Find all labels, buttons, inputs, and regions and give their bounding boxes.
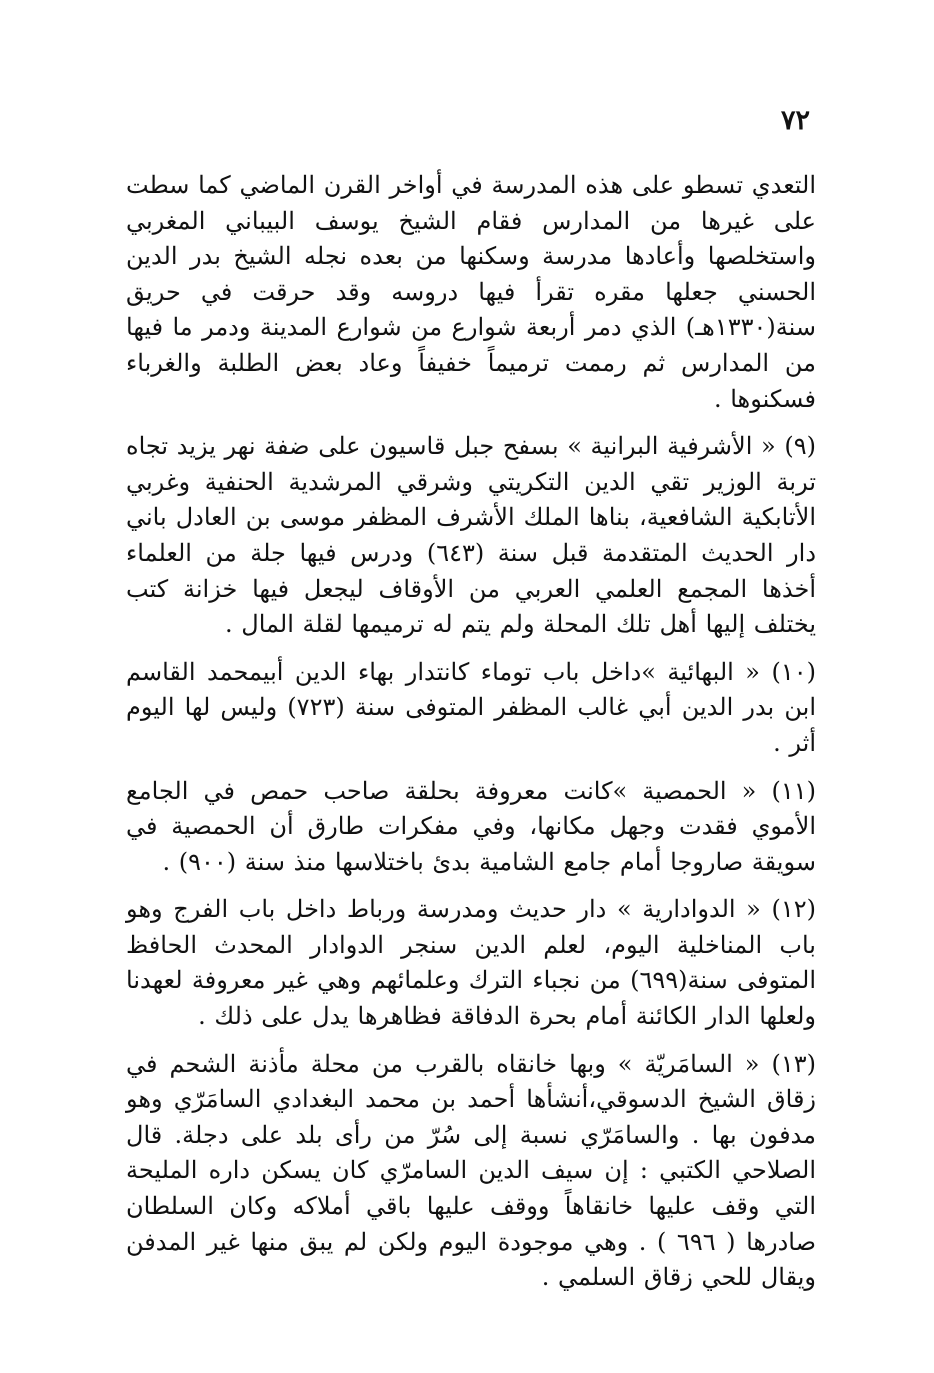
paragraph-continuation: التعدي تسطو على هذه المدرسة في أواخر القرن الماضي كما سطت على غيرها من المدارس فقام الشيخ يوسف البيباني المغربي واستخلصها وأعادها مدرسة وسكنها من بعده نجله الشيخ بدر الدين الحسني جعلها مقره تقرأ فيها دروسه وقد حرقت في حريق سنة(١٣٣٠هـ) الذي دمر أربعة شوارع من شوارع المدينة ودمر ما فيها من المدارس ثم رممت ترميماً خفيفاً وعاد بعض الطلبة والغرباء فسكنوها . — [126, 171, 816, 413]
page-number: ٧٢ — [780, 105, 810, 136]
paragraph-bahaiya: (١٠) « البهائية »داخل باب توماء كانتدار بهاء الدين أبيمحمد القاسم ابن بدر الدين أبي غالب المظفر المتوفى سنة (٧٢٣) وليس لها اليوم أثر . — [126, 657, 816, 757]
paragraph-dawadariya: (١٢) « الدوادارية » دار حديث ومدرسة ورباط داخل باب الفرج وهو باب المناخلية اليوم، لعلم الدين سنجر الدوادار المحدث الحافظ المتوفى سنة(٦٩٩) من نجباء الترك وعلمائهم وهي غير معروفة لعهدنا ولعلها الدار الكائنة أمام بحرة الدفاقة فظاهرها يدل على ذلك . — [126, 895, 817, 1031]
paragraph-ashrafiya-barraniya: (٩) « الأشرفية البرانية » بسفح جبل قاسيون على ضفة نهر يزيد تجاه تربة الوزير تقي الدين التكريتي وشرقي المرشدية الحنفية وغربي الأتابكية الشافعية، بناها الملك الأشرف المظفر موسى بن العادل باني دار الحديث المتقدمة قبل سنة (٦٤٣) ودرس فيها جلة من العلماء أخذها المجمع العلمي العربي من الأوقاف ليجعل فيها خزانة كتب يختلف إليها أهل تلك المحلة ولم يتم له ترميمها لقلة المال . — [126, 432, 816, 639]
paragraph-hamsiya: (١١) « الحمصية »كانت معروفة بحلقة صاحب حمص في الجامع الأموي فقدت وجهل مكانها، وفي مفكرات طارق أن الحمصية في سويقة صاروجا أمام جامع الشامية بدئ باختلاسها منذ سنة (٩٠٠) . — [126, 776, 816, 876]
body-text — [126, 168, 816, 1308]
paragraph-samariya: (١٣) « السامَريّة » وبها خانقاه بالقرب من محلة مأذنة الشحم في زقاق الشيخ الدسوقي،أنشأها أحمد بن محمد البغدادي السامَرّي وهو مدفون بها . والسامَرّي نسبة إلى سُرّ من رأى بلد على دجلة. قال الصلاحي الكتبي : إن سيف الدين السامرّي كان يسكن داره المليحة التي وقف عليها خانقاهاً ووقف عليها باقي أملاكه وكان السلطان صادرها ( ٦٩٦ ) . وهي موجودة اليوم ولكن لم يبق منها غير المدفن ويقال للحي زقاق السلمي . — [126, 1049, 817, 1292]
